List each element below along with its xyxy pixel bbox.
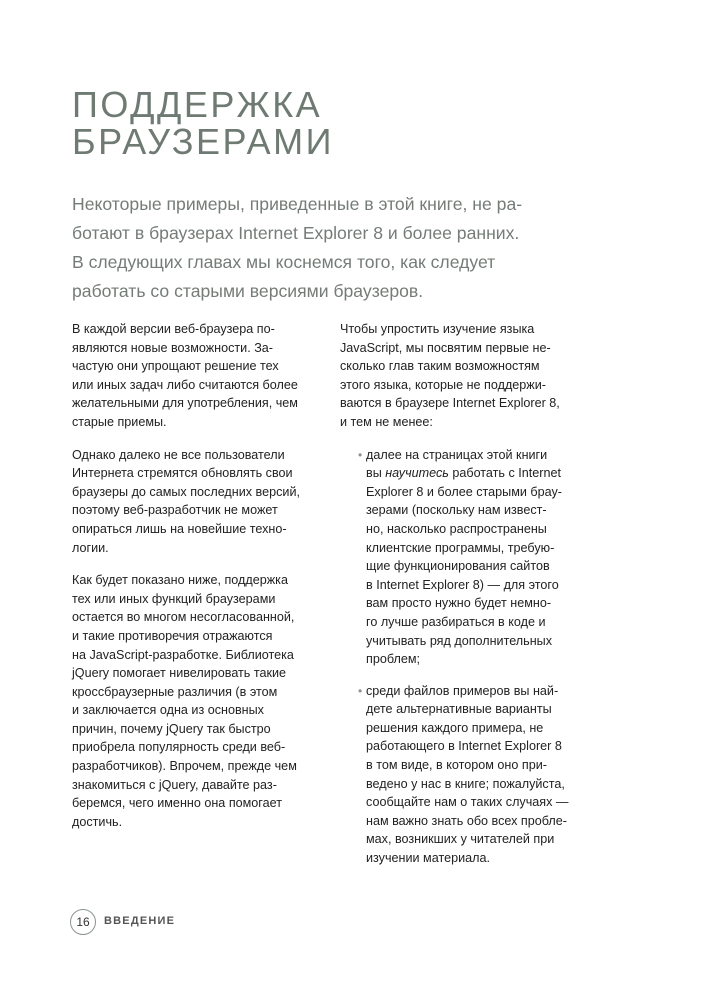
paragraph xyxy=(72,320,322,432)
text-line: далее на страницах этой книги xyxy=(366,447,548,462)
text-line: опираться лишь на новейшие техно- xyxy=(72,521,287,536)
emphasis-text: научитесь xyxy=(385,466,449,481)
text-line: в Internet Explorer 8) — для этого xyxy=(366,577,559,592)
title-line: БРАУЗЕРАМИ xyxy=(72,121,334,162)
text-line: Explorer 8 и более старыми брау- xyxy=(366,484,562,499)
text-line: и такие противоречия отражаются xyxy=(72,628,273,643)
text-line: этого языка, которые не поддержи- xyxy=(340,377,546,392)
text-line: причин, почему jQuery так быстро xyxy=(72,721,271,736)
text-line: приобрела популярность среди веб- xyxy=(72,740,286,755)
text-line: сколько глав таким возможностям xyxy=(340,359,540,374)
text-line: но, насколько распространены xyxy=(366,521,547,536)
paragraph xyxy=(340,320,600,432)
text-line: учитывать ряд дополнительных xyxy=(366,633,553,648)
text-line: мах, возникших у читателей при xyxy=(366,832,555,847)
text-line: jQuery помогает нивелировать такие xyxy=(72,666,287,681)
text-line: являются новые возможности. За- xyxy=(72,340,273,355)
text-line: желательными для употребления, чем xyxy=(72,396,298,411)
text-line: поэтому веб-разработчик не может xyxy=(72,503,278,518)
text-line: среди файлов примеров вы най- xyxy=(366,683,559,698)
text-line: разработчиков). Впрочем, прежде чем xyxy=(72,759,297,774)
intro-line: Некоторые примеры, приведенные в этой книге, не ра- xyxy=(72,194,523,214)
text-line: зерами (поскольку нам извест- xyxy=(366,503,547,518)
title-line: ПОДДЕРЖКА xyxy=(72,84,323,125)
text-line: тех или иных функций браузерами xyxy=(72,591,276,606)
text-line: В каждой версии веб-браузера по- xyxy=(72,322,275,336)
intro-line: ботают в браузерах Internet Explorer 8 и более ранних. xyxy=(72,223,520,243)
bullet-icon: • xyxy=(358,447,363,462)
text-line: или иных задач либо считаются более xyxy=(72,377,298,392)
text-line: беремся, чего именно она помогает xyxy=(72,796,282,811)
bullet-icon: • xyxy=(358,683,363,698)
text-line: остается во многом несогласованной, xyxy=(72,610,295,625)
text-line: проблем; xyxy=(366,652,420,667)
text-fragment: вы xyxy=(366,466,386,481)
text-line: щие функционирования сайтов xyxy=(366,559,550,574)
page-title xyxy=(72,86,632,160)
text-line: дете альтернативные варианты xyxy=(366,702,552,717)
text-line: браузеры до самых последних версий, xyxy=(72,484,300,499)
text-line: старые приемы. xyxy=(72,414,167,429)
text-line: и заключается одна из основных xyxy=(72,703,264,718)
right-column xyxy=(340,320,600,881)
intro-line: В следующих главах мы коснемся того, как следует xyxy=(72,252,496,272)
text-line: клиентские программы, требую- xyxy=(366,540,555,555)
text-line: изучении материала. xyxy=(366,851,490,866)
text-line: достичь. xyxy=(72,814,123,829)
text-line: частую они упрощают решение тех xyxy=(72,359,279,374)
text-line: и тем не менее: xyxy=(340,414,433,429)
text-line: работающего в Internet Explorer 8 xyxy=(366,739,562,754)
section-name: ВВЕДЕНИЕ xyxy=(104,915,176,927)
paragraph xyxy=(72,571,322,831)
text-line: нам важно знать обо всех пробле- xyxy=(366,813,567,828)
text-line: ведено у нас в книге; пожалуйста, xyxy=(366,776,565,791)
text-line: на JavaScript-разработке. Библиотека xyxy=(72,647,294,662)
text-line: Однако далеко не все пользователи xyxy=(72,447,285,462)
text-line: Интернета стремятся обновлять свои xyxy=(72,466,293,481)
text-line xyxy=(366,464,600,483)
bullet-item xyxy=(340,682,600,868)
text-line: го лучше разбираться в коде и xyxy=(366,614,546,629)
text-line: Чтобы упростить изучение языка xyxy=(340,322,535,336)
text-line: сообщайте нам о таких случаях — xyxy=(366,795,569,810)
page-number: 16 xyxy=(70,909,96,935)
text-line: кроссбраузерные различия (в этом xyxy=(72,684,278,699)
paragraph xyxy=(72,446,322,558)
intro-line: работать со старыми версиями браузеров. xyxy=(72,281,424,301)
left-column xyxy=(72,320,322,845)
text-line: вам просто нужно будет немно- xyxy=(366,596,552,611)
text-line: в том виде, в котором оно при- xyxy=(366,758,547,773)
text-line: ваются в браузере Internet Explorer 8, xyxy=(340,396,560,411)
text-fragment: работать с Internet xyxy=(448,466,561,481)
text-line: JavaScript, мы посвятим первые не- xyxy=(340,340,551,355)
bullet-item xyxy=(340,446,600,669)
text-line: Как будет показано ниже, поддержка xyxy=(72,573,288,588)
text-line: решения каждого примера, не xyxy=(366,720,544,735)
intro-paragraph xyxy=(72,190,632,306)
text-line: логии. xyxy=(72,540,109,555)
text-line: знакомиться с jQuery, давайте раз- xyxy=(72,777,277,792)
